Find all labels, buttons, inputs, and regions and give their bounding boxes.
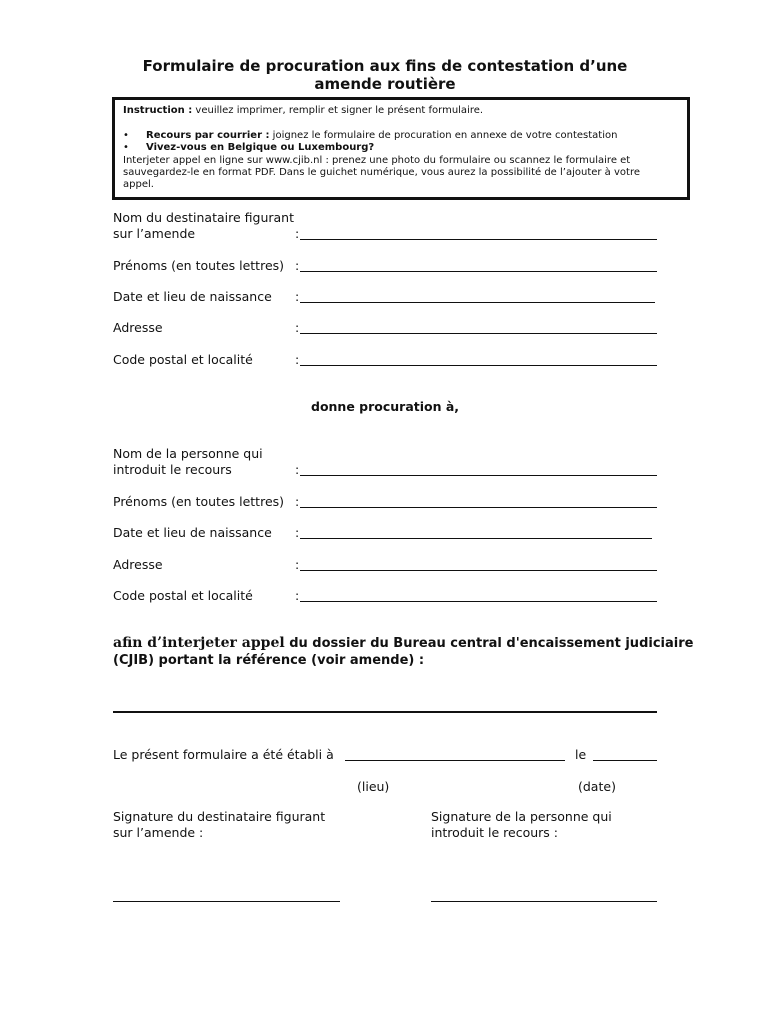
rep-name-label-2: introduit le recours bbox=[113, 462, 232, 477]
colon: : bbox=[295, 557, 300, 572]
bullet-dot-2: • bbox=[123, 142, 129, 153]
instruction-text bbox=[123, 105, 483, 117]
instruction-para-2: sauvegardez-le en format PDF. Dans le guichet numérique, vous aurez la possibilité de l’ajouter à votre bbox=[123, 167, 640, 178]
colon: : bbox=[295, 258, 300, 273]
date-caption: (date) bbox=[578, 779, 616, 794]
colon: : bbox=[295, 494, 300, 509]
signature-right-label-2: introduit le recours : bbox=[431, 825, 558, 840]
appeal-rest-line1: du dossier du Bureau central d'encaissement judiciaire bbox=[284, 636, 694, 651]
instruction-body: veuillez imprimer, remplir et signer le présent formulaire. bbox=[192, 105, 484, 116]
rep-name-field[interactable] bbox=[300, 475, 657, 476]
bullet-dot-1: • bbox=[123, 130, 129, 141]
recipient-name-label-1: Nom du destinataire figurant bbox=[113, 210, 294, 225]
date-prefix-label: le bbox=[575, 747, 587, 762]
signature-left-label-1: Signature du destinataire figurant bbox=[113, 809, 326, 824]
bullet1-text: joignez le formulaire de procuration en annexe de votre contestation bbox=[269, 130, 618, 141]
recipient-address-field[interactable] bbox=[300, 333, 657, 334]
signature-left-label-2: sur l’amende : bbox=[113, 825, 204, 840]
rep-address-field[interactable] bbox=[300, 570, 657, 571]
form-title-line2: amende routière bbox=[314, 75, 456, 93]
rep-name-label-1: Nom de la personne qui bbox=[113, 446, 263, 461]
rep-birth-field[interactable] bbox=[300, 538, 652, 539]
place-caption: (lieu) bbox=[357, 779, 390, 794]
rep-firstnames-label: Prénoms (en toutes lettres) bbox=[113, 494, 285, 509]
rep-firstnames-field[interactable] bbox=[300, 507, 657, 508]
bullet1-label: Recours par courrier : bbox=[146, 130, 270, 141]
recipient-postal-field[interactable] bbox=[300, 365, 657, 366]
instruction-label: Instruction : bbox=[123, 105, 193, 116]
place-field[interactable] bbox=[345, 760, 565, 761]
rep-birth-label: Date et lieu de naissance bbox=[113, 525, 272, 540]
reference-field[interactable] bbox=[113, 711, 657, 713]
colon: : bbox=[295, 588, 300, 603]
colon: : bbox=[295, 289, 300, 304]
instruction-para-3: appel. bbox=[123, 179, 154, 190]
bullet-item-1 bbox=[146, 130, 617, 142]
signature-representative-field[interactable] bbox=[431, 901, 657, 902]
colon: : bbox=[295, 525, 300, 540]
date-field[interactable] bbox=[593, 760, 657, 761]
form-title-line1: Formulaire de procuration aux fins de contestation d’une bbox=[142, 57, 628, 75]
appeal-statement-line2: (CJIB) portant la référence (voir amende) : bbox=[113, 653, 425, 668]
colon: : bbox=[295, 320, 300, 335]
rep-postal-label: Code postal et localité bbox=[113, 588, 253, 603]
recipient-name-label-2: sur l’amende bbox=[113, 226, 196, 241]
rep-address-label: Adresse bbox=[113, 557, 163, 572]
colon: : bbox=[295, 462, 300, 477]
appeal-serif-part: afin d’interjeter appel bbox=[113, 635, 285, 651]
recipient-birth-field[interactable] bbox=[300, 302, 655, 303]
appeal-statement-line1 bbox=[113, 635, 693, 652]
recipient-firstnames-field[interactable] bbox=[300, 271, 657, 272]
recipient-firstnames-label: Prénoms (en toutes lettres) bbox=[113, 258, 285, 273]
signature-recipient-field[interactable] bbox=[113, 901, 340, 902]
rep-postal-field[interactable] bbox=[300, 601, 657, 602]
recipient-birth-label: Date et lieu de naissance bbox=[113, 289, 272, 304]
signature-right-label-1: Signature de la personne qui bbox=[431, 809, 612, 824]
instruction-para-1: Interjeter appel en ligne sur www.cjib.nl : prenez une photo du formulaire ou scannez le formulaire et bbox=[123, 155, 631, 166]
colon: : bbox=[295, 226, 300, 241]
established-label: Le présent formulaire a été établi à bbox=[113, 747, 334, 762]
recipient-name-field[interactable] bbox=[300, 239, 657, 240]
recipient-address-label: Adresse bbox=[113, 320, 163, 335]
recipient-postal-label: Code postal et localité bbox=[113, 352, 253, 367]
colon: : bbox=[295, 352, 300, 367]
donne-procuration-heading: donne procuration à, bbox=[311, 399, 460, 414]
bullet-item-2: Vivez-vous en Belgique ou Luxembourg? bbox=[146, 142, 375, 153]
